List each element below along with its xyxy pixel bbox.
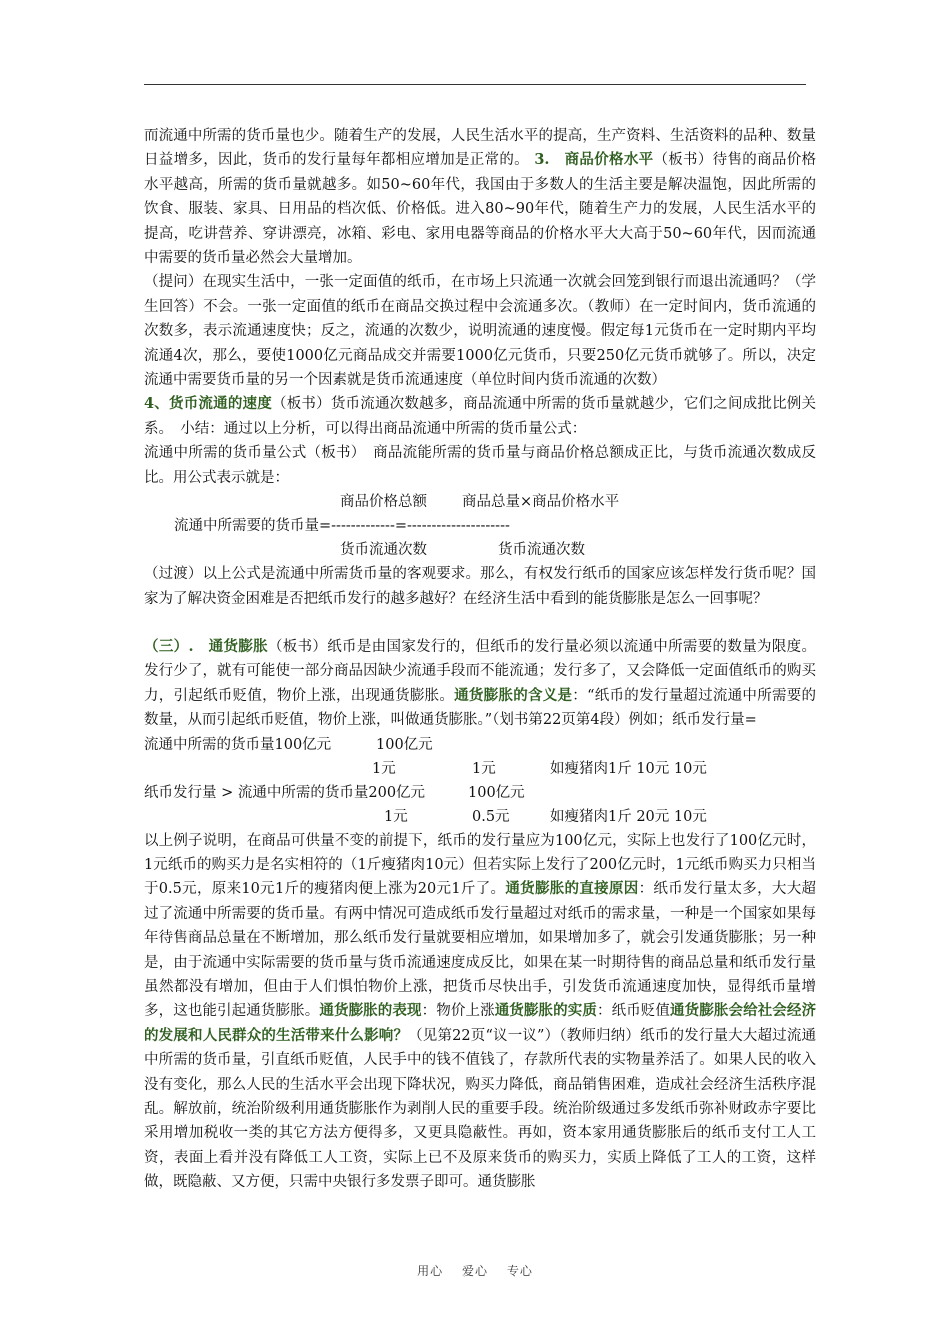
text: （板书）纸币是由国家发行的，但纸币的发行量必须以流通中所需要的数量为限度。发行少了，就有可能使一部分商品因缺少流通手段而不能流通；发行多了，又会降低一定面值纸币的购买力，引起纸币贬值，物价上涨，出现通货膨胀。: [144, 638, 816, 704]
example-cell: 纸币发行量 > 流通中所需的货币量200亿元: [144, 784, 426, 801]
example-row-2: [144, 757, 816, 781]
formula-denominator: [144, 538, 816, 562]
heading-price-level: 3. 商品价格水平: [528, 151, 654, 169]
paragraph-7: [144, 829, 816, 1195]
example-row-3: [144, 781, 816, 805]
example-cell: 流通中所需的货币量100亿元: [144, 736, 332, 753]
text: ：物价上涨: [421, 1003, 495, 1020]
denominator-1: 货币流通次数: [340, 542, 427, 559]
spacer: [144, 611, 816, 635]
paragraph-3: [144, 392, 816, 441]
example-cell: 如瘦猪肉1斤 10元 10元: [550, 760, 707, 777]
page-footer: [0, 1262, 950, 1279]
formula-lhs: 流通中所需要的货币量=-------------=---------------------: [174, 518, 510, 535]
paragraph-2: （提问）在现实生活中，一张一定面值的纸币，在市场上只流通一次就会回笼到银行而退出流通吗？（学生回答）不会。一张一定面值的纸币在商品交换过程中会流通多次。（教师）在一定时间内，货币流通的次数多，表示流通速度快；反之，流通的次数少，说明流通的速度慢。假定每1元货币在一定时期内平均流通4次，那么，要使1000亿元商品成交并需要1000亿元货币，只要250亿元货币就够了。所以，决定流通中需要货币量的另一个因素就是货币流通速度（单位时间内货币流通的次数）: [144, 274, 816, 389]
example-cell: 1元: [472, 760, 496, 777]
example-cell: 如瘦猪肉1斤 20元 10元: [550, 808, 707, 825]
footer-word: 用心: [417, 1264, 444, 1278]
text: 而流通中所需的货币量也少。随着生产的发展，人民生活水平的提高，生产资料、生活资料的品种、数量日益增多，因此，货币的发行量每年都相应增加是正常的。: [144, 128, 816, 169]
example-cell: 1元: [372, 760, 396, 777]
paragraph-5: （过渡）以上公式是流通中所需货币量的客观要求。那么，有权发行纸币的国家应该怎样发行货币呢？国家为了解决资金困难是否把纸币发行的越多越好？在经济生活中看到的能货膨胀是怎么一回事呢？: [144, 566, 816, 607]
denominator-2: 货币流通次数: [498, 542, 585, 559]
heading-impact-question: 通货膨胀会给社会经济的发展和人民群众的生活带来什么影响？: [144, 1002, 817, 1044]
formula-numerator: [144, 490, 816, 514]
text: ：纸币贬值: [596, 1003, 671, 1020]
paragraph-4: 流通中所需的货币量公式（板书） 商品流能所需的货币量与商品价格总额成正比，与货币流通次数成反比。用公式表示就是：: [144, 445, 816, 486]
header-rule: [144, 84, 806, 85]
numerator-1: 商品价格总额: [340, 494, 427, 511]
text: ：纸币发行量太多，大大超过了流通中所需要的货币量。有两中情况可造成纸币发行量超过对纸币的需求量，一种是一个国家如果每年待售商品总量在不断增加，那么纸币发行量就要相应增加，如果增加多了，就会引发通货膨胀；另一种是，由于流通中实际需要的货币量与货币流通速度成反比，如果在某一时期待售的商品总量和纸币发行量虽然都没有增加，但由于人们惧怕物价上涨，把货币尽快出手，引发货币流通速度加快，显得纸币量增多，这也能引起通货膨胀。: [144, 881, 817, 1020]
footer-word: 专心: [506, 1264, 533, 1278]
footer-word: 爱心: [461, 1264, 488, 1278]
text: （板书）货币流通次数越多，商品流通中所需的货币量就越少，它们之间成批比例关系。 小结：通过以上分析，可以得出商品流通中所需的货币量公式：: [144, 396, 817, 437]
heading-essence: 通货膨胀的实质: [494, 1002, 597, 1020]
formula-line: [144, 514, 816, 538]
text: （见第22页“议一议”）（教师归纳）纸币的发行量大大超过流通中所需的货币量，引直纸币贬值，人民手中的钱不值钱了，存款所代表的实物量养活了。如果人民的收入没有变化，那么人民的生活水平会出现下降状况，购买力降低，商品销售困难，造成社会经济生活秩序混乱。解放前，统治阶级利用通货膨胀作为剥削人民的重要手段。统治阶级通过多发纸币弥补财政赤字要比采用增加税收一类的其它方法方便得多，又更具隐蔽性。再如，资本家用通货膨胀后的纸币支付工人工资，表面上看并没有降低工人工资，实际上已不及原来货币的购买力，实质上降低了工人的工资，这样做，既隐蔽、又方便，只需中央银行多发票子即可。通货膨胀: [144, 1027, 816, 1191]
heading-inflation: （三）. 通货膨胀: [144, 637, 268, 655]
heading-inflation-meaning: 通货膨胀的含义是: [454, 686, 573, 704]
example-row-1: [144, 733, 816, 757]
document-body: [144, 124, 816, 1195]
text: 以上例子说明，在商品可供量不变的前提下，纸币的发行量应为100亿元，实际上也发行了100亿元时，1元纸币的购买力是名实相符的（1斤瘦猪肉10元）但若实际上发行了200亿元时，1元纸币购买力只相当于0.5元，原来10元1斤的瘦猪肉便上涨为20元1斤了。: [144, 832, 816, 898]
heading-manifestation: 通货膨胀的表现: [319, 1002, 422, 1020]
numerator-2: 商品总量×商品价格水平: [462, 494, 620, 511]
text: ：“纸币的发行量超过流通中所需要的数量，从而引起纸币贬值，物价上涨，叫做通货膨胀。”（划书第22页第4段）例如；纸币发行量=: [144, 687, 817, 729]
example-row-4: [144, 805, 816, 829]
text: （板书）待售的商品价格水平越高，所需的货币量就越多。如50~60年代，我国由于多数人的生活主要是解决温饱，因此所需的饮食、服装、家具、日用品的档次低、价格低。进入80~90年代，随着生产力的发展，人民生活水平的提高，吃讲营养、穿讲漂亮，冰箱、彩电、家用电器等商品的价格水平大大高于50~60年代，因而流通中需要的货币量必然会大量增加。: [144, 152, 817, 267]
example-cell: 1元: [384, 808, 408, 825]
example-cell: 100亿元: [468, 784, 525, 801]
example-cell: 0.5元: [472, 808, 510, 825]
example-cell: 100亿元: [376, 736, 433, 753]
heading-velocity: 4、货币流通的速度: [144, 395, 272, 413]
heading-direct-cause: 通货膨胀的直接原因: [505, 880, 639, 898]
paragraph-1: [144, 124, 816, 270]
paragraph-6: [144, 635, 816, 733]
